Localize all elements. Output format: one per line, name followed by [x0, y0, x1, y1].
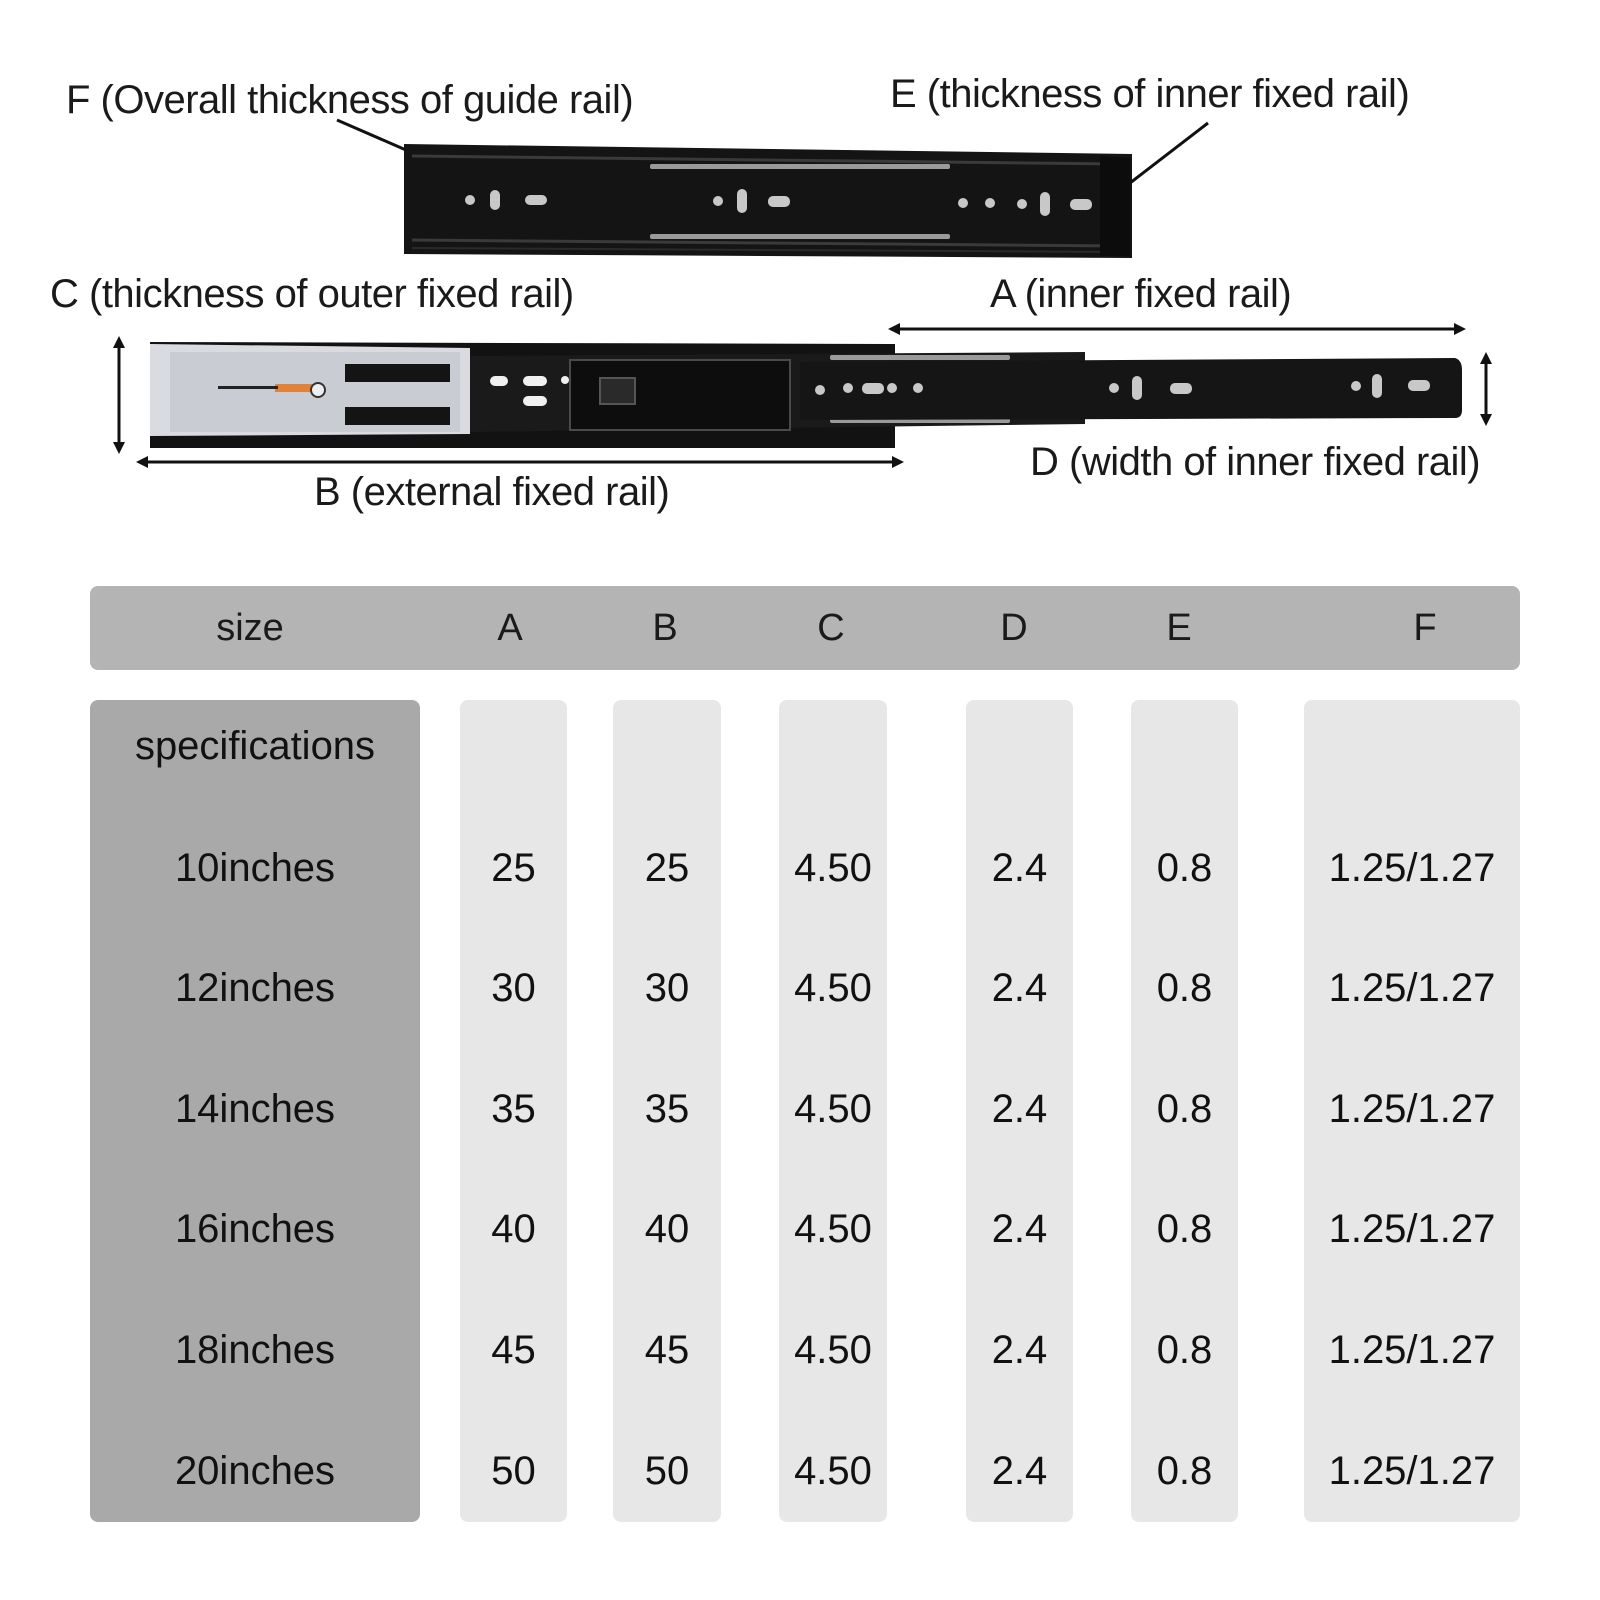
- value-cell: 35: [644, 1087, 690, 1131]
- top-rail-image: [337, 120, 1208, 258]
- value-cell: 4.50: [794, 966, 872, 1010]
- value-cell: 50: [491, 1449, 536, 1493]
- size-cell: 12inches: [174, 966, 336, 1010]
- column-e: [1131, 700, 1238, 1522]
- column-b: [613, 700, 721, 1522]
- value-cell: 1.25/1.27: [1328, 1207, 1496, 1251]
- spec-column: [90, 700, 420, 1522]
- rail-diagram: [0, 0, 1600, 560]
- header-col-a: A: [497, 607, 523, 649]
- value-cell: 25: [644, 846, 690, 890]
- size-cell: 16inches: [174, 1207, 336, 1251]
- value-cell: 4.50: [794, 1207, 872, 1251]
- value-cell: 2.4: [991, 846, 1048, 890]
- value-cell: 0.8: [1156, 846, 1213, 890]
- value-cell: 45: [491, 1328, 536, 1372]
- value-cell: 4.50: [794, 1087, 872, 1131]
- value-cell: 0.8: [1156, 1087, 1213, 1131]
- column-d: [966, 700, 1073, 1522]
- header-col-b: B: [652, 607, 678, 649]
- value-cell: 2.4: [991, 966, 1048, 1010]
- value-cell: 2.4: [991, 1087, 1048, 1131]
- spec-header: specifications: [134, 724, 376, 768]
- label-c: C (thickness of outer fixed rail): [50, 272, 574, 316]
- label-a: A (inner fixed rail): [990, 272, 1292, 316]
- header-col-d: D: [1000, 607, 1028, 649]
- header-col-c: C: [817, 607, 845, 649]
- value-cell: 2.4: [991, 1207, 1048, 1251]
- size-cell: 10inches: [174, 846, 336, 890]
- value-cell: 30: [491, 966, 536, 1010]
- size-cell: 14inches: [174, 1087, 336, 1131]
- value-cell: 0.8: [1156, 1207, 1213, 1251]
- table-header-bar: [90, 586, 1520, 670]
- value-cell: 0.8: [1156, 1328, 1213, 1372]
- size-cell: 20inches: [174, 1449, 336, 1493]
- value-cell: 40: [491, 1207, 536, 1251]
- value-cell: 30: [644, 966, 690, 1010]
- column-c: [779, 700, 887, 1522]
- column-f: [1304, 700, 1520, 1522]
- label-d: D (width of inner fixed rail): [1030, 440, 1481, 484]
- value-cell: 35: [491, 1087, 536, 1131]
- header-col-e: E: [1166, 607, 1192, 649]
- value-cell: 4.50: [794, 1328, 872, 1372]
- value-cell: 1.25/1.27: [1328, 1087, 1496, 1131]
- value-cell: 25: [491, 846, 536, 890]
- value-cell: 1.25/1.27: [1328, 966, 1496, 1010]
- size-cell: 18inches: [174, 1328, 336, 1372]
- label-b: B (external fixed rail): [314, 470, 670, 514]
- header-col-f: F: [1413, 607, 1437, 649]
- value-cell: 1.25/1.27: [1328, 846, 1496, 890]
- value-cell: 2.4: [991, 1328, 1048, 1372]
- value-cell: 1.25/1.27: [1328, 1449, 1496, 1493]
- value-cell: 50: [644, 1449, 690, 1493]
- value-cell: 1.25/1.27: [1328, 1328, 1496, 1372]
- value-cell: 2.4: [991, 1449, 1048, 1493]
- label-e: E (thickness of inner fixed rail): [890, 72, 1410, 116]
- value-cell: 0.8: [1156, 966, 1213, 1010]
- value-cell: 40: [644, 1207, 690, 1251]
- value-cell: 4.50: [794, 846, 872, 890]
- value-cell: 0.8: [1156, 1449, 1213, 1493]
- label-f: F (Overall thickness of guide rail): [66, 78, 634, 122]
- bottom-rail-image: [150, 342, 1462, 448]
- value-cell: 4.50: [794, 1449, 872, 1493]
- column-a: [460, 700, 567, 1522]
- header-size: size: [216, 607, 284, 649]
- value-cell: 45: [644, 1328, 690, 1372]
